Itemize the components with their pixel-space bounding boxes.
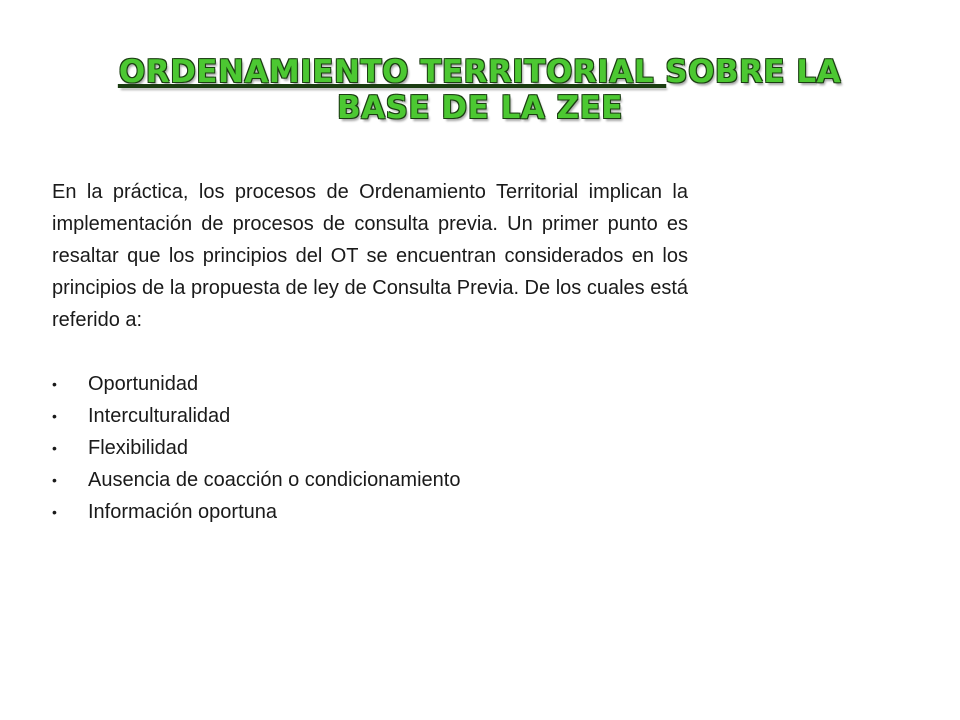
list-item (52, 400, 688, 432)
principles-list (52, 368, 688, 528)
list-item (52, 432, 688, 464)
list-item (52, 368, 688, 400)
list-item-text: Interculturalidad (88, 405, 231, 427)
bullet-icon: • (52, 440, 57, 456)
body-content (52, 176, 688, 528)
list-item (52, 496, 688, 528)
list-item-text: Información oportuna (88, 501, 278, 523)
bullet-icon: • (52, 472, 57, 488)
title-rest-text: SOBRE LA (665, 54, 842, 90)
bullet-icon: • (52, 376, 57, 392)
title-line-2: BASE DE LA ZEE (337, 90, 623, 126)
bullet-icon: • (52, 504, 57, 520)
bullet-icon: • (52, 408, 57, 424)
list-item-text: Ausencia de coacción o condicionamiento (88, 469, 461, 491)
title-underlined-text: ORDENAMIENTO TERRITORIAL (118, 54, 666, 90)
title-line-1 (60, 54, 900, 90)
slide-title (60, 54, 900, 126)
list-item-text: Oportunidad (88, 373, 199, 395)
list-item-text: Flexibilidad (88, 437, 189, 459)
list-item (52, 464, 688, 496)
intro-paragraph: En la práctica, los procesos de Ordenamiento Territorial implican la implementación de procesos de consulta previa. Un primer punto es resaltar que los principios del OT se encuentran considerados en los principios de la propuesta de ley de Consulta Previa. De los cuales está referido a: (52, 181, 688, 331)
